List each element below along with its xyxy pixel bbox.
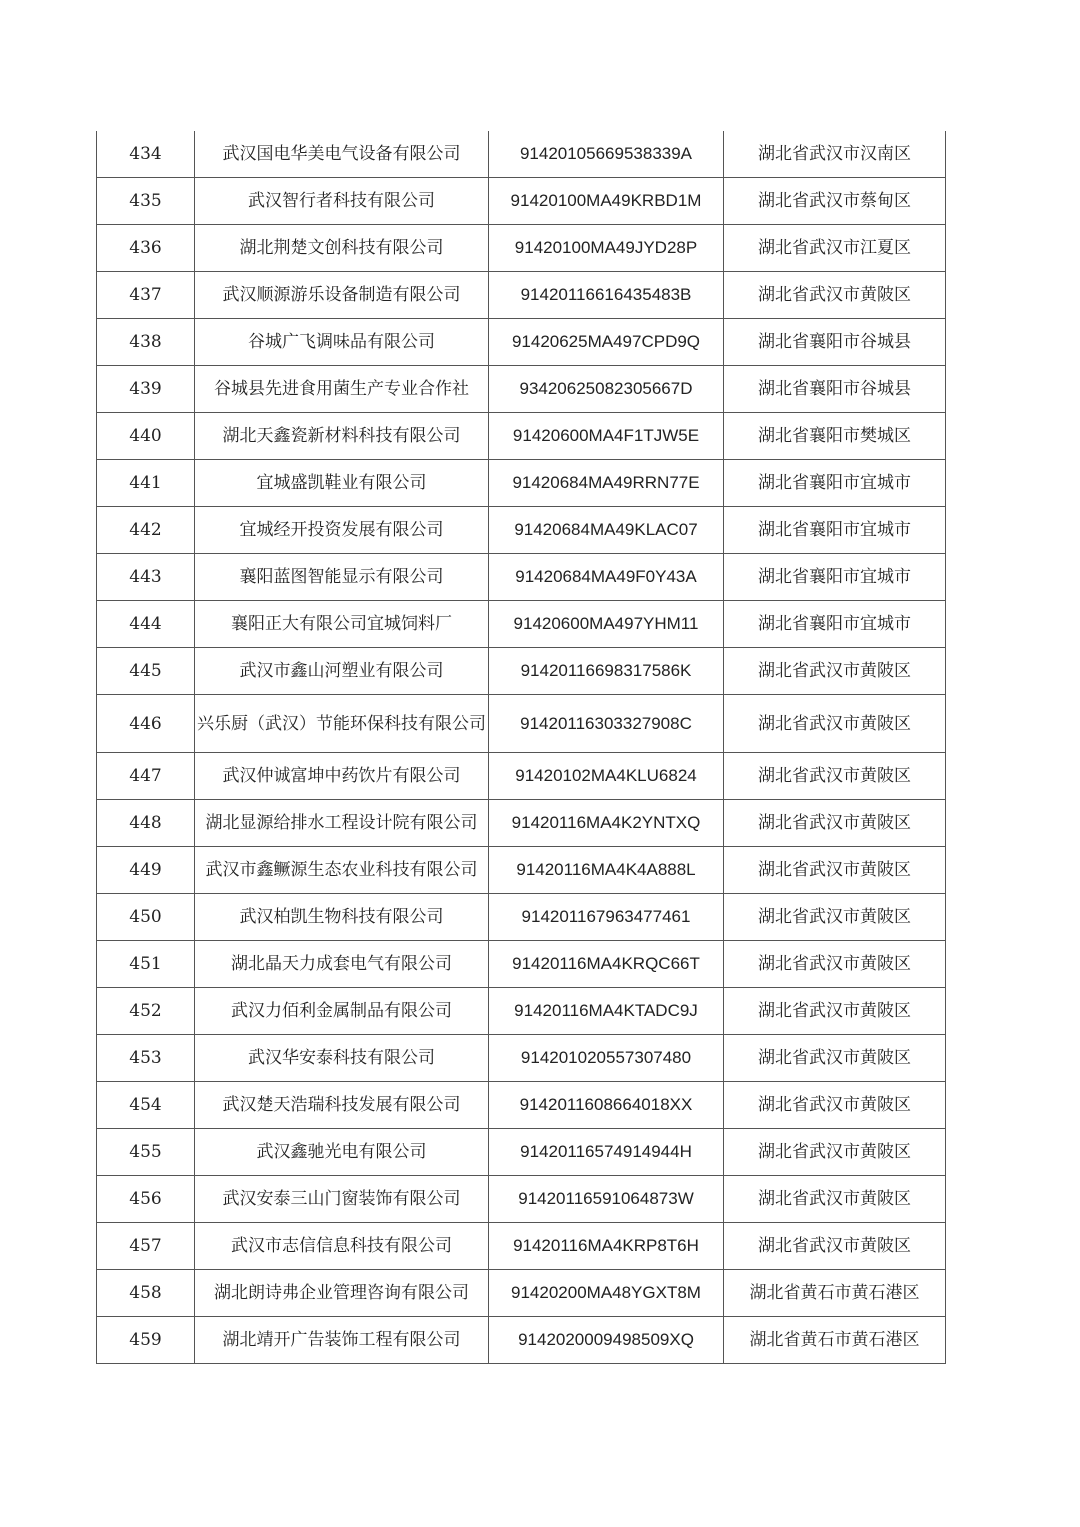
table-row: [97, 800, 946, 847]
company-name: 宜城盛凯鞋业有限公司: [195, 460, 489, 507]
credit-code: 91420200MA48YGXT8M: [489, 1270, 724, 1317]
credit-code: 91420102MA4KLU6824: [489, 753, 724, 800]
table-row: [97, 319, 946, 366]
company-name: 武汉安泰三山门窗装饰有限公司: [195, 1176, 489, 1223]
table-row: [97, 695, 946, 753]
region: 湖北省武汉市黄陂区: [724, 695, 946, 753]
region: 湖北省襄阳市宜城市: [724, 554, 946, 601]
row-number: 435: [97, 178, 195, 225]
table-row: [97, 460, 946, 507]
row-number: 452: [97, 988, 195, 1035]
credit-code: 91420684MA49KLAC07: [489, 507, 724, 554]
table-row: [97, 1035, 946, 1082]
region: 湖北省武汉市黄陂区: [724, 1082, 946, 1129]
credit-code: 93420625082305667D: [489, 366, 724, 413]
credit-code: 91420116591064873W: [489, 1176, 724, 1223]
table-row: [97, 225, 946, 272]
region: 湖北省襄阳市宜城市: [724, 601, 946, 648]
company-name: 湖北荆楚文创科技有限公司: [195, 225, 489, 272]
region: 湖北省襄阳市宜城市: [724, 507, 946, 554]
company-name: 武汉华安泰科技有限公司: [195, 1035, 489, 1082]
table-row: [97, 131, 946, 178]
row-number: 448: [97, 800, 195, 847]
table-row: [97, 847, 946, 894]
company-name: 湖北晶天力成套电气有限公司: [195, 941, 489, 988]
row-number: 447: [97, 753, 195, 800]
company-name: 武汉楚天浩瑞科技发展有限公司: [195, 1082, 489, 1129]
region: 湖北省武汉市黄陂区: [724, 1176, 946, 1223]
company-name: 武汉仲诚富坤中药饮片有限公司: [195, 753, 489, 800]
table-row: [97, 753, 946, 800]
region: 湖北省武汉市黄陂区: [724, 988, 946, 1035]
table-row: [97, 1270, 946, 1317]
company-name: 武汉柏凯生物科技有限公司: [195, 894, 489, 941]
region: 湖北省武汉市江夏区: [724, 225, 946, 272]
row-number: 455: [97, 1129, 195, 1176]
region: 湖北省襄阳市谷城县: [724, 366, 946, 413]
row-number: 445: [97, 648, 195, 695]
credit-code: 91420116MA4KRP8T6H: [489, 1223, 724, 1270]
row-number: 457: [97, 1223, 195, 1270]
credit-code: 91420116698317586K: [489, 648, 724, 695]
row-number: 444: [97, 601, 195, 648]
company-name: 宜城经开投资发展有限公司: [195, 507, 489, 554]
region: 湖北省襄阳市宜城市: [724, 460, 946, 507]
table-row: [97, 1223, 946, 1270]
credit-code: 91420116MA4KTADC9J: [489, 988, 724, 1035]
credit-code: 91420116616435483B: [489, 272, 724, 319]
table-row: [97, 988, 946, 1035]
company-name: 武汉智行者科技有限公司: [195, 178, 489, 225]
credit-code: 914201020557307480: [489, 1035, 724, 1082]
row-number: 453: [97, 1035, 195, 1082]
enterprise-table: [96, 131, 946, 1364]
region: 湖北省武汉市黄陂区: [724, 800, 946, 847]
region: 湖北省武汉市黄陂区: [724, 894, 946, 941]
table-row: [97, 413, 946, 460]
company-name: 武汉顺源游乐设备制造有限公司: [195, 272, 489, 319]
row-number: 454: [97, 1082, 195, 1129]
company-name: 武汉市鑫山河塑业有限公司: [195, 648, 489, 695]
table-row: [97, 1317, 946, 1364]
table-row: [97, 601, 946, 648]
region: 湖北省武汉市黄陂区: [724, 1129, 946, 1176]
row-number: 437: [97, 272, 195, 319]
region: 湖北省襄阳市樊城区: [724, 413, 946, 460]
row-number: 456: [97, 1176, 195, 1223]
credit-code: 91420600MA497YHM11: [489, 601, 724, 648]
company-name: 湖北天鑫瓷新材料科技有限公司: [195, 413, 489, 460]
table-row: [97, 507, 946, 554]
credit-code: 91420116MA4K2YNTXQ: [489, 800, 724, 847]
row-number: 434: [97, 131, 195, 178]
row-number: 450: [97, 894, 195, 941]
credit-code: 91420116574914944H: [489, 1129, 724, 1176]
row-number: 436: [97, 225, 195, 272]
row-number: 458: [97, 1270, 195, 1317]
region: 湖北省黄石市黄石港区: [724, 1270, 946, 1317]
table-row: [97, 1082, 946, 1129]
row-number: 442: [97, 507, 195, 554]
credit-code: 91420100MA49KRBD1M: [489, 178, 724, 225]
table-row: [97, 1176, 946, 1223]
credit-code: 91420100MA49JYD28P: [489, 225, 724, 272]
row-number: 449: [97, 847, 195, 894]
table-row: [97, 178, 946, 225]
credit-code: 914201167963477461: [489, 894, 724, 941]
table-row: [97, 272, 946, 319]
region: 湖北省襄阳市谷城县: [724, 319, 946, 366]
row-number: 459: [97, 1317, 195, 1364]
row-number: 439: [97, 366, 195, 413]
table-row: [97, 941, 946, 988]
region: 湖北省武汉市黄陂区: [724, 272, 946, 319]
credit-code: 91420116MA4KRQC66T: [489, 941, 724, 988]
row-number: 443: [97, 554, 195, 601]
table-row: [97, 894, 946, 941]
credit-code: 91420116MA4K4A888L: [489, 847, 724, 894]
region: 湖北省黄石市黄石港区: [724, 1317, 946, 1364]
company-name: 武汉国电华美电气设备有限公司: [195, 131, 489, 178]
company-name: 谷城县先进食用菌生产专业合作社: [195, 366, 489, 413]
table-row: [97, 366, 946, 413]
table-row: [97, 1129, 946, 1176]
company-name: 湖北朗诗弗企业管理咨询有限公司: [195, 1270, 489, 1317]
company-name: 武汉力佰利金属制品有限公司: [195, 988, 489, 1035]
credit-code: 91420684MA49F0Y43A: [489, 554, 724, 601]
region: 湖北省武汉市汉南区: [724, 131, 946, 178]
company-name: 武汉市鑫鳜源生态农业科技有限公司: [195, 847, 489, 894]
table-body: [97, 131, 946, 1364]
credit-code: 91420116303327908C: [489, 695, 724, 753]
row-number: 441: [97, 460, 195, 507]
company-name: 湖北靖开广告装饰工程有限公司: [195, 1317, 489, 1364]
region: 湖北省武汉市黄陂区: [724, 648, 946, 695]
company-name: 谷城广飞调味品有限公司: [195, 319, 489, 366]
company-name: 襄阳蓝图智能显示有限公司: [195, 554, 489, 601]
region: 湖北省武汉市黄陂区: [724, 1035, 946, 1082]
table-row: [97, 648, 946, 695]
credit-code: 91420684MA49RRN77E: [489, 460, 724, 507]
region: 湖北省武汉市黄陂区: [724, 1223, 946, 1270]
company-name: 兴乐厨（武汉）节能环保科技有限公司: [195, 695, 489, 753]
row-number: 451: [97, 941, 195, 988]
credit-code: 91420105669538339A: [489, 131, 724, 178]
region: 湖北省武汉市黄陂区: [724, 847, 946, 894]
credit-code: 91420625MA497CPD9Q: [489, 319, 724, 366]
credit-code: 9142020009498509XQ: [489, 1317, 724, 1364]
region: 湖北省武汉市蔡甸区: [724, 178, 946, 225]
row-number: 446: [97, 695, 195, 753]
region: 湖北省武汉市黄陂区: [724, 941, 946, 988]
row-number: 438: [97, 319, 195, 366]
company-name: 武汉鑫驰光电有限公司: [195, 1129, 489, 1176]
company-name: 武汉市志信信息科技有限公司: [195, 1223, 489, 1270]
credit-code: 9142011608664018XX: [489, 1082, 724, 1129]
row-number: 440: [97, 413, 195, 460]
company-name: 襄阳正大有限公司宜城饲料厂: [195, 601, 489, 648]
credit-code: 91420600MA4F1TJW5E: [489, 413, 724, 460]
table-row: [97, 554, 946, 601]
company-name: 湖北显源给排水工程设计院有限公司: [195, 800, 489, 847]
region: 湖北省武汉市黄陂区: [724, 753, 946, 800]
